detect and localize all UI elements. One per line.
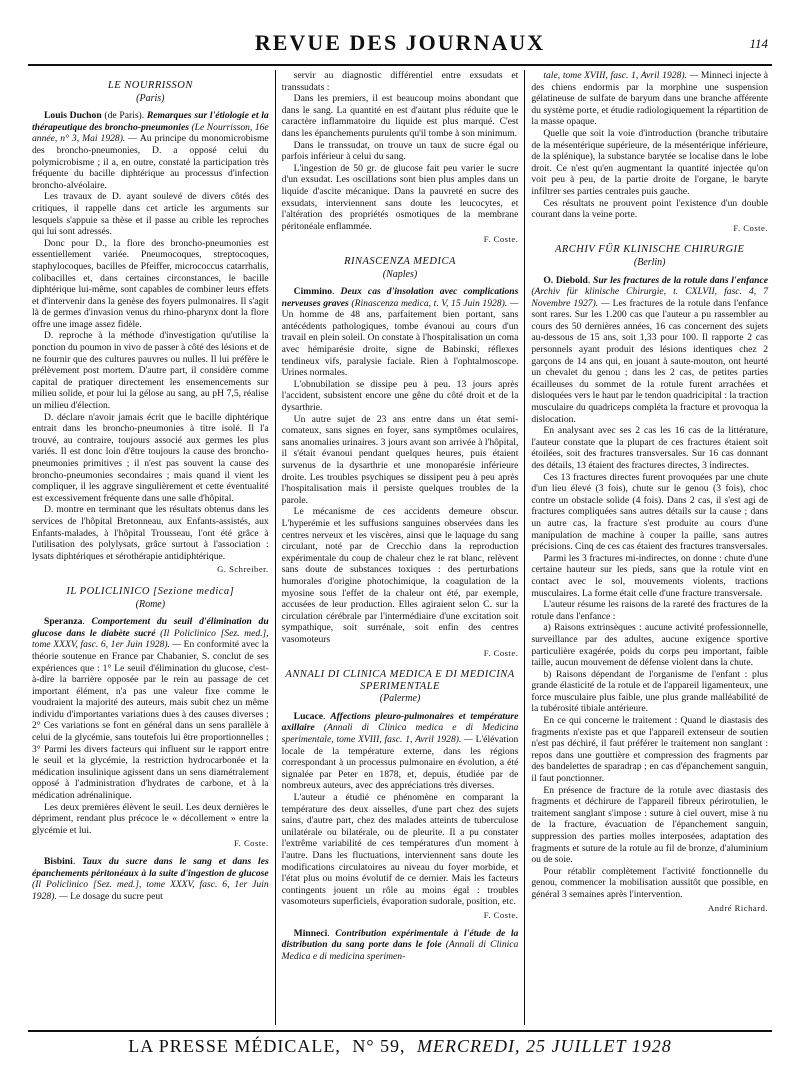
author-affiliation: . <box>82 616 92 628</box>
footer-text: LA PRESSE MÉDICALE, N° 59, MERCREDI, 25 JUILLET 1928 <box>128 1036 672 1056</box>
footer-rule <box>28 1030 772 1032</box>
article-entry <box>531 70 768 128</box>
article-title: Contribution expérimentale à l'étude de la distribution du sang porte dans le foie <box>281 927 519 951</box>
article-paragraph: Dans le transsudat, on trouve un taux de sucre égal ou parfois inférieur à celui du sang. <box>281 139 519 163</box>
article-citation: (Archiv für klinische Chirurgie, t. CXLVII, fasc. 4, 7 Novembre 1927). — <box>531 286 769 309</box>
journal-section <box>282 256 519 659</box>
article-paragraph: L'auteur a étudié ce phénomène en comparant la température des deux aisselles, d'une part chez des sujets sains, d'autre part, chez des malades atteints de tuberculose unilatérale ou bilatérale, ou de pleurite. Il a pu constater l'extrême variabilité de ces températures d'un moment à l'autre. Dans les fluctuations, interviennent sans doute les modifications circulatoires au niveau du foyer morbide, et l'état plus ou moins évolutif de ce dernier. Mais les facteurs contingents jouent un rôle au moins égal : troubles vasomoteurs superficiels, évaporation sudorale, position, etc. <box>281 792 519 908</box>
article-paragraph: Quelle que soit la voie d'introduction (branche tributaire de la mésentérique supérieure, de la mésentérique inférieure, de la splénique), la substance barytée se localise dans le lobe droit. Ce n'est qu'en augmentant la quantité injectée qu'on voit peu à peu, de la partie droite de l'organe, le baryte infiltrer ses parties centrales puis gauche. <box>531 127 769 197</box>
article-signature: G. Schreiber. <box>217 564 269 575</box>
journal-title: RINASCENZA MEDICA <box>344 255 456 267</box>
article-lead: En conformité avec la théorie soutenue en France par Chabanier, S. conclut de ses expériences que : 1° Le seuil d'élimination du glucose, c'est-à-dire la barrière opposée par le rein au passage de cet important élément, n'a pas une valeur fixe comme le voudraient la majorité des auteurs, mais subit chez un même individu d'importantes variations dues à des causes diverses ; 2° Ces variations se font en général dans un sens parallèle à celui de la glycémie, sans toutefois lui être proportionnelles ; 3° Parmi les divers facteurs qui influent sur le rapport entre le seuil et la glycémie, la restriction hydrocarbonée et la médication insulinique agissent dans un sens diamétralement opposé à l'administration d'hydrates de carbone, et à la médication adrénalinique. <box>32 639 269 802</box>
article-paragraph: b) Raisons dépendant de l'organisme de l'enfant : plus grande élasticité de la rotule et de l'appareil ligamenteux, une force musculaire plus faible, une plus grande malléabilité de la tubérosité tibiale antérieure. <box>531 668 769 715</box>
article-paragraph: Parmi les 3 fractures mi-indirectes, on donne : chute d'une certaine hauteur sur les pieds, sans que la rotule vint en contact avec le sol, mouvements violents, tractions musculaires. La forme était celle d'une fracture transversale. <box>531 552 769 599</box>
article-paragraph: Les travaux de D. ayant soulevé de divers côtés des critiques, il rappelle dans cet article les arguments sur lesquels s'appuie sa thèse et il passe au crible les reproches qui lui sont adressés. <box>32 191 269 238</box>
article-author: Bisbini <box>44 856 73 867</box>
author-affiliation: . <box>587 274 593 286</box>
article-author: O. Diebold <box>543 274 588 286</box>
article-citation: (Le Nourrisson, 16e année, n° 3, Mai 1928). — <box>32 121 269 145</box>
journal-section <box>531 244 768 914</box>
article-paragraph: En présence de fracture de la rotule avec diastasis des fragments et déchirure de l'appareil fibreux périrotulien, le traitement sanglant s'impose : suture à ciel ouvert, mise à nu de la fracture, évacuation de l'épanchement sanguin, suppression des parties molles interposées, adaptation des fragments et suture de la rotule au fil de bronze, d'aluminium ou de soie. <box>531 784 769 866</box>
header-rule <box>28 64 772 66</box>
article-paragraph: L'ingestion de 50 gr. de glucose fait peu varier le sucre d'un exsudat. Les oscillations sont bien plus amples dans un liquide d'ascite mécanique. Dans la pauvreté en sucre des exsudats, interviennent sans doute les leucocytes, et l'altération des propriétés osmotiques de la membrane péritonéale enflammée. <box>281 162 519 232</box>
column-divider <box>524 70 525 1025</box>
article-entry <box>282 928 519 963</box>
journal-city: (Berlin) <box>633 256 666 268</box>
journal-section <box>282 70 519 246</box>
article-entry <box>282 286 519 379</box>
article-signature: F. Coste. <box>483 909 519 920</box>
article-citation: (Annali di Clinica medica e di Medicina sperimentale, tome XVIII, fasc. 1, Avril 1928). — <box>281 722 519 746</box>
text-columns <box>28 70 772 1025</box>
journal-section <box>531 70 768 234</box>
article-author: Lucace <box>293 710 323 722</box>
author-affiliation: . <box>327 927 336 939</box>
article-lead: Un homme de 48 ans, parfaitement bien portant, sans antécédents pathologiques, tombe évanoui au cours d'un travail en plein soleil. On constate à l'hospitalisation un coma avec hémiparésie droite, signe de Babinski, réflexes tendineux vifs, paralysie faciale. Rien à l'ophtalmoscope. Urines normales. <box>281 309 519 379</box>
running-title: REVUE DES JOURNAUX <box>254 30 546 55</box>
column-3 <box>527 70 772 1025</box>
article-title: Sur les fractures de la rotule dans l'enfance <box>592 274 769 286</box>
article-entry <box>32 856 269 902</box>
journal-city: (Palerme) <box>379 693 421 705</box>
article-entry <box>282 70 519 93</box>
page-header <box>28 30 772 64</box>
article-citation: (Il Policlinico [Sez. med.], tome XXXV, fasc. 6, 1er Juin 1928). — <box>32 627 269 651</box>
article-paragraph: En ce qui concerne le traitement : Quand le diastasis des fragments n'existe pas et que l'appareil extenseur de soutien n'est pas déchiré, il faut préférer le traitement non sanglant : repos dans une gouttière et compression des fragments par des bandelettes de sparadrap ; en cas d'épanchement sanguin, il faut ponctionner. <box>531 715 769 785</box>
footer-journal: LA PRESSE MÉDICALE <box>128 1036 336 1056</box>
article-paragraph: D. déclare n'avoir jamais écrit que le bacille diphtérique entrait dans les broncho-pneumonies à titre isolé. Il l'a trouvé, au contraire, toujours associé aux germes les plus variés. Il est donc loin d'être toujours la cause des broncho-pneumonies primitives ; il n'est pas souvent la cause des broncho-pneumonies secondaires ; mais quand il vient les compliquer, il les aggrave singulièrement et cette éventualité est excessivement fréquente dans une salle d'hôpital. <box>32 411 269 504</box>
page-footer <box>28 1030 772 1060</box>
journal-title: ARCHIV FÜR KLINISCHE CHIRURGIE <box>554 244 745 256</box>
column-2 <box>278 70 523 1025</box>
journal-section <box>32 586 269 902</box>
article-signature: André Richard. <box>708 902 769 913</box>
article-entry <box>32 616 269 802</box>
article-paragraph: Les deux premières élèvent le seuil. Les deux dernières le dépriment, rendant plus précoce le « décollement » entre la glycémie et lui. <box>32 801 269 836</box>
article-paragraph: a) Raisons extrinsèques : aucune activité professionnelle, surveillance par des adultes, aucune exigence sportive particulière exagérée, poids du corps peu important, faible taille, aucun mouvement de défense violent dans la chute. <box>531 622 769 669</box>
article-lead: servir au diagnostic différentiel entre exsudats et transsudats : <box>281 70 519 93</box>
article-title: Comportement du seuil d'élimination du glucose dans le diabète sucré <box>32 616 269 639</box>
page-number: 114 <box>749 36 768 51</box>
article-entry <box>282 711 519 792</box>
article-paragraph: Un autre sujet de 23 ans entre dans un état semi-comateux, sans signes en foyer, sans symptômes oculaires, sans anomalies urinaires. 3 jours avant son arrivée à l'hôpital, il s'était évanoui pendant quelques heures, puis étaient survenus de la dysarthrie et une monoparésie inférieure droite. Les troubles psychiques se dissipent peu à peu après l'hospitalisation mais il persiste quelques troubles de la parole. <box>281 413 519 506</box>
article-signature: F. Coste. <box>483 234 519 245</box>
column-1 <box>28 70 273 1025</box>
author-affiliation: . <box>72 856 83 867</box>
article-citation: (Annali di Clinica Medica e di medicina sperimen- <box>281 939 519 962</box>
article-paragraph: Donc pour D., la flore des broncho-pneumonies est essentiellement variée. Pneumocoques, streptocoques, staphylocoques, bacilles de Pfeiffer, micrococcus catarrhalis, colibacilles et, dans certaines circonstances, le bacille diphtérique lui-même, sont capables de combiner leurs effets et d'intervenir dans la genèse des foyers pulmonaires. Il s'agit là de germes d'invasion venus du rhino-pharynx dont la flore offre une image assez fidèle. <box>32 237 269 330</box>
article-entry <box>531 275 768 426</box>
article-signature: F. Coste. <box>483 647 519 658</box>
journal-city: (Rome) <box>135 598 166 610</box>
article-lead: Le dosage du sucre peut <box>70 890 163 902</box>
article-citation: (Rinascenza medica, t. V, 15 Juin 1928). — <box>348 297 519 309</box>
journal-city: (Paris) <box>136 92 165 104</box>
article-paragraph: Pour rétablir complètement l'activité fonctionnelle du genou, commencer la mobilisation aussitôt que possible, en général 3 semaines après l'intervention. <box>531 865 769 900</box>
article-signature: F. Coste. <box>234 838 269 849</box>
journal-section <box>282 669 519 962</box>
article-lead: Minneci injecte à des chiens endormis par la morphine une suspension gélatineuse de sulfate de baryum dans une branche afférente du système porte, et étudie radiologiquement la répartition de la masse opaque. <box>531 70 769 128</box>
article-signature: F. Coste. <box>733 222 769 233</box>
article-paragraph: Dans les premiers, il est beaucoup moins abondant que dans le sang. La quantité en est d'autant plus réduite que le caractère inflammatoire du liquide est plus marqué. C'est dans les épanchements purulents qu'il tombe à son minimum. <box>281 93 519 139</box>
footer-issue: N° 59, <box>352 1036 406 1056</box>
article-title: Remarques sur l'étiologie et la thérapeutique des broncho-pneumonies <box>32 110 269 133</box>
journal-title: LE NOURRISSON <box>107 80 193 91</box>
article-paragraph: En analysant avec ses 2 cas les 16 cas de la littérature, l'auteur constate que la plupart de ces fractures étaient soit étoilées, soit des fractures transversales. Sur 16 cas donnant des détails, 13 étaient des fractures directes, 3 indirectes. <box>531 425 769 471</box>
article-entry <box>32 110 269 191</box>
column-divider <box>275 70 276 1025</box>
article-author: Louis Duchon <box>44 110 102 122</box>
article-paragraph: Ces résultats ne prouvent point l'existence d'un double courant dans la veine porte. <box>531 197 769 221</box>
article-author: Cimmino <box>293 286 333 298</box>
article-lead: L'élévation locale de la température externe, dans les régions correspondant à un processus pulmonaire en évolution, a été signalée par Peter en 1878, et, depuis, étudiée par de nombreux auteurs, avec des appréciations très diverses. <box>281 734 519 792</box>
article-paragraph: D. montre en terminant que les résultats obtenus dans les services de l'hôpital Bretonneau, aux Enfants-assistés, aux Enfants-malades, à l'hôpital Trousseau, l'ont été grâce à l'utilisation des polylysats, grâce surtout à l'association : lysats diphtériques et sérothérapie antidiphtérique. <box>32 504 269 562</box>
article-paragraph: L'auteur résume les raisons de la rareté des fractures de la rotule dans l'enfance : <box>531 599 769 622</box>
article-lead: Les fractures de la rotule dans l'enfance sont rares. Sur les 1.200 cas que l'auteur a pu rassembler au cours des 50 dernières années, 16 cas concernent des sujets au-dessous de 15 ans, soit 1,33 pour 100. Il rapporte 2 cas personnels ayant produit des lésions identiques chez 2 garçons de 14 ans qui, en jouant à saute-mouton, ont heurté un chevalet du genou ; dans les 2 cas, de petites parties écailleuses du sommet de la rotule furent arrachées et disloquées vers le haut par le tendon quadricipital : la traction musculaire du quadriceps compléta la fracture et provoqua la dislocation. <box>531 297 769 425</box>
article-paragraph: L'obnubilation se dissipe peu à peu. 13 jours après l'accident, subsistent encore une gêne du côté droit et de la dysarthrie. <box>281 378 519 414</box>
author-affiliation: (de Paris). <box>101 110 147 122</box>
footer-date: MERCREDI, 25 JUILLET 1928 <box>417 1036 672 1056</box>
article-lead: Au principe du monomicrobisme des broncho-pneumonies, D. a opposé celui du polymicrobisme ; il a, en outre, constaté la participation très fréquente du bacille diphtérique au processus d'infection broncho-alvéolaire. <box>32 133 269 191</box>
article-title: Deux cas d'insolation avec complications nerveuses graves <box>281 286 519 309</box>
journal-city: (Naples) <box>382 268 418 280</box>
article-citation: (Il Policlinico [Sez. med.], tome XXXV, fasc. 6, 1er Juin 1928). — <box>32 879 269 902</box>
article-title: Affections pleuro-pulmonaires et température axillaire <box>281 710 519 734</box>
article-paragraph: Ces 13 fractures directes furent provoquées par une chute d'un lieu élevé (3 fois), chute sur le genou (3 fois), choc contre un obstacle solide (4 fois). Dans 2 cas, il s'est agi de fractures compliquées sans autres détails sur la cause ; dans un autre cas, la fracture s'est produite au cours d'une manipulation de machine à couper la paille, sans autres précisions. Cinq de ces cas étaient des fractures transversales. <box>531 471 769 553</box>
article-paragraph: Le mécanisme de ces accidents demeure obscur. L'hyperémie et les suffusions sanguines observées dans les centres nerveux et les viscères, ainsi que le laquage du sang circulant, noté par de Crecchio dans la reproduction expérimentale du coup de chaleur chez le rat blanc, relèvent sans doute de substances toxiques : des perturbations humorales d'origine photochimique, la coagulation de la myosine sous l'effet de la chaleur ont été, par exemple, accusées de leur production. Elles agiraient selon C. sur la circulation cérébrale par l'intermédiaire d'une excitation soit sympathique, soit surrénale, soit enfin des centres vasomoteurs <box>281 506 519 645</box>
journal-title: ANNALI DI CLINICA MEDICA E DI MEDICINA SPERIMENTALE <box>285 669 515 692</box>
article-paragraph: D. reproche à la méthode d'investigation qu'utilise la ponction du poumon in vivo de passer à côté des lésions et de ne fournir que des cultures pauvres ou nulles. Il lui préfère le prélèvement post mortem. D'autre part, il considère comme capital de pratiquer directement les ensemencements sur milieu solide, et pour lui la gélose au sang, au pH 7,5, réalise un milieu d'élection. <box>32 330 269 412</box>
author-affiliation: . <box>322 710 331 722</box>
journal-section <box>32 80 269 576</box>
journal-title: IL POLICLINICO [Sezione medica] <box>66 585 235 597</box>
article-author: Speranza <box>44 616 83 628</box>
article-author: Minneci <box>293 927 328 939</box>
article-title: Taux du sucre dans le sang et dans les épanchements péritonéaux à la suite d'ingestion de glucose <box>32 856 269 879</box>
author-affiliation: . <box>332 286 341 298</box>
article-citation: tale, tome XVIII, fasc. 1, Avril 1928). — <box>543 70 701 81</box>
